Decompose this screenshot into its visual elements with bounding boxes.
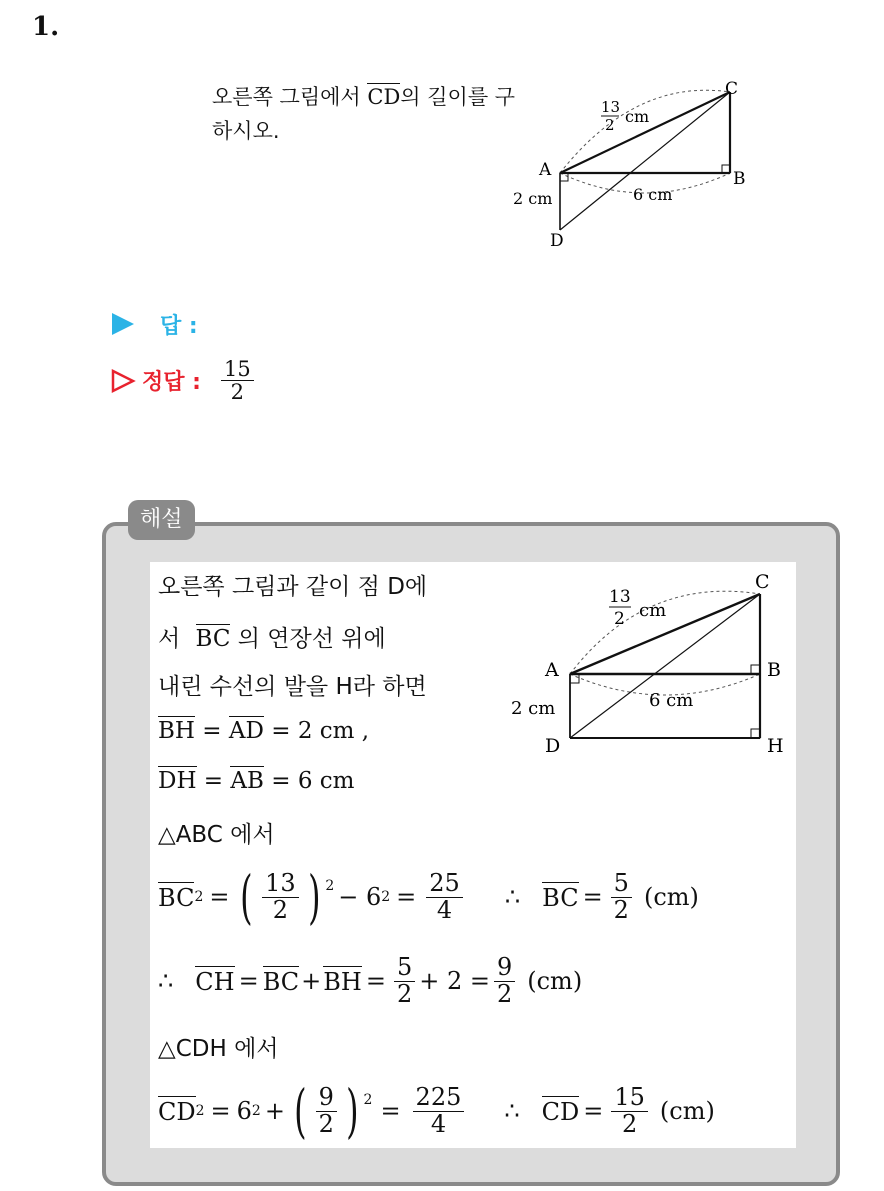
eq3-ans-den: 2: [621, 1109, 638, 1138]
fig2-label-a: A: [545, 659, 559, 681]
question-text-part2: 의 길이를 구하시오.: [212, 85, 516, 143]
eq2-f-den: 2: [396, 979, 413, 1008]
correct-answer-num: 15: [221, 358, 254, 381]
fig1-ac-num: 13: [601, 98, 621, 116]
segment-bc: BC: [195, 626, 231, 652]
fig2-label-c: C: [755, 571, 770, 593]
eq2-plus: + 2 =: [419, 967, 490, 995]
eq1-a-den: 2: [272, 895, 289, 924]
fig2-label-h: H: [767, 735, 784, 757]
eq3-frac-r: [413, 1085, 465, 1136]
equation-1: BC 2 = ( $\frac{13}{2}$ ) 2 − 6 2 = $\frac{25}{4}$ ∴ BC = $\frac{5}{2}$ (cm): [158, 863, 699, 931]
eq1-unit: (cm): [643, 883, 699, 911]
fig2-ac-unit: cm: [639, 600, 667, 621]
eq2-unit: (cm): [527, 967, 583, 995]
play-icon: [110, 311, 136, 337]
solution-triangle-abc: △ABC 에서: [158, 822, 275, 848]
eq2-frac-r: [494, 955, 515, 1006]
eq1-frac-r: [426, 871, 463, 922]
eq2-f-num: 5: [394, 955, 415, 981]
eq1-ans-segment: BC: [542, 884, 579, 912]
fig2-ad-length: 2 cm: [511, 698, 556, 719]
eq3-ans-num: 15: [611, 1085, 648, 1111]
eq2-frac-f: [394, 955, 415, 1006]
eq3-r-num: 225: [413, 1085, 465, 1111]
solution-line-3: 내린 수선의 발을 H라 하면: [158, 674, 427, 700]
fig2-ac-den: 2: [614, 609, 625, 629]
eq3-r-den: 4: [430, 1109, 447, 1138]
correct-answer-label: 정답 :: [142, 370, 201, 396]
solution-line-5: DH = AB = 6 cm: [158, 768, 355, 794]
correct-answer-fraction: [221, 358, 254, 403]
eq1-segment: BC: [158, 884, 195, 912]
fig1-ac-den: 2: [605, 116, 615, 134]
eq1-square-2: 2: [325, 878, 335, 894]
eq3-segment: CD: [158, 1098, 196, 1126]
fig1-label-c: C: [725, 79, 739, 99]
eq1-ans-den: 2: [613, 895, 629, 924]
eq2-r-num: 9: [494, 955, 515, 981]
answer-label: 답 :: [160, 313, 198, 339]
play-outline-icon: [110, 368, 136, 394]
equation-3: CD 2 = 6 2 + ( $\frac{9}{2}$ ) 2 = $\frac{225}{4}$ ∴ CD = $\frac{15}{2}$ (cm): [158, 1077, 715, 1145]
fig1-label-d: D: [550, 231, 564, 251]
answer-row: [110, 306, 198, 342]
eq1-square: 2: [194, 889, 204, 905]
fig1-ab-length: 6 cm: [633, 185, 673, 204]
eq1-ans-num: 5: [611, 871, 632, 897]
solution-line-5-value: = 6 cm: [271, 768, 355, 794]
eq2-segment: CH: [195, 968, 235, 996]
question-text: [212, 80, 532, 148]
solution-tab: 해설: [128, 500, 195, 540]
solution-line-4-value: = 2 cm ,: [271, 718, 370, 744]
solution-line-2-rest: 의 연장선 위에: [237, 626, 386, 652]
eq1-frac-ans: [611, 871, 632, 922]
eq1-frac-a: [262, 871, 299, 922]
eq3-frac-f: [316, 1085, 337, 1136]
fig2-label-d: D: [545, 735, 561, 757]
solution-line-1: 오른쪽 그림과 같이 점 D에: [158, 574, 428, 600]
eq1-square-3: 2: [381, 889, 391, 905]
eq3-f-den: 2: [318, 1109, 334, 1138]
solution-figure: [505, 566, 795, 766]
solution-line-2-pre: 서: [158, 626, 181, 652]
fig1-ad-length: 2 cm: [513, 189, 553, 208]
eq2-r-den: 2: [496, 979, 513, 1008]
equation-2: ∴ CH = BC + BH = $\frac{5}{2}$ + 2 = $\frac{9}{2}$ (cm): [158, 953, 583, 1008]
eq2-b: BC: [262, 968, 300, 996]
correct-answer-den: 2: [230, 380, 245, 405]
correct-answer-row: [110, 358, 258, 403]
eq1-r-den: 4: [436, 895, 453, 924]
solution-line-4: BH = AD = 2 cm ,: [158, 718, 370, 744]
fig1-label-b: B: [733, 169, 746, 189]
fig1-label-a: A: [539, 160, 552, 180]
fig1-ac-unit: cm: [625, 107, 650, 126]
fig2-ab-length: 6 cm: [649, 690, 694, 711]
eq3-ans-segment: CD: [541, 1098, 580, 1126]
eq3-unit: (cm): [659, 1097, 715, 1125]
segment-cd: CD: [367, 85, 401, 109]
eq1-a-num: 13: [262, 871, 299, 897]
segment-ab: AB: [230, 768, 264, 794]
fig2-ac-num: 13: [609, 587, 631, 607]
question-figure: [505, 78, 765, 258]
eq3-f-num: 9: [316, 1085, 337, 1111]
eq1-minus: − 6: [338, 883, 382, 911]
segment-ad: AD: [228, 718, 264, 744]
segment-bh: BH: [158, 718, 195, 744]
eq3-frac-ans: [611, 1085, 648, 1136]
solution-line-2: [158, 620, 518, 653]
segment-dh: DH: [158, 768, 197, 794]
eq3-six: 6: [236, 1097, 252, 1125]
solution-triangle-cdh: △CDH 에서: [158, 1036, 279, 1062]
eq1-r-num: 25: [426, 871, 463, 897]
question-text-part1: 오른쪽 그림에서: [212, 85, 361, 109]
eq2-c: BH: [323, 968, 362, 996]
fig2-label-b: B: [767, 659, 781, 681]
question-number: 1.: [32, 12, 60, 42]
